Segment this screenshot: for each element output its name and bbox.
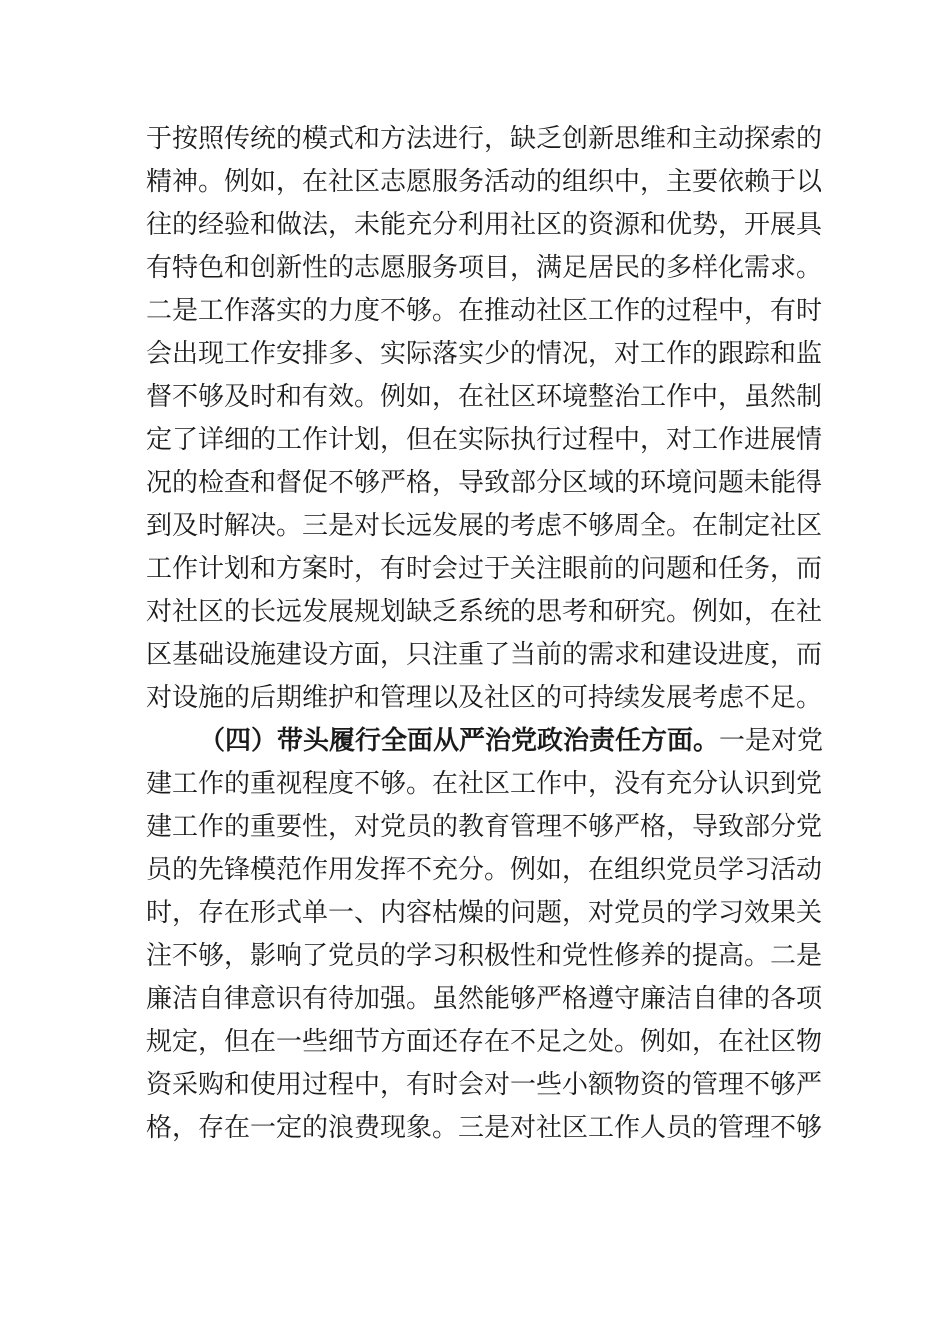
text-line: 对设施的后期维护和管理以及社区的可持续发展考虑不足。 <box>146 683 823 713</box>
text-line: 注不够，影响了党员的学习积极性和党性修养的提高。二是 <box>146 941 823 971</box>
text-line: 到及时解决。三是对长远发展的考虑不够周全。在制定社区 <box>146 511 823 541</box>
text-line: 定了详细的工作计划，但在实际执行过程中，对工作进展情 <box>146 425 823 455</box>
text-line: 会出现工作安排多、实际落实少的情况，对工作的跟踪和监 <box>146 339 823 369</box>
text-line: 往的经验和做法，未能充分利用社区的资源和优势，开展具 <box>146 210 823 240</box>
text-line: 建工作的重视程度不够。在社区工作中，没有充分认识到党 <box>146 769 823 799</box>
text-line: 员的先锋模范作用发挥不充分。例如，在组织党员学习活动 <box>146 855 823 885</box>
text-line: 精神。例如，在社区志愿服务活动的组织中，主要依赖于以 <box>146 167 823 197</box>
body-text <box>146 118 824 1150</box>
section-four-first-line <box>146 720 824 763</box>
text-line: 况的检查和督促不够严格，导致部分区域的环境问题未能得 <box>146 468 823 498</box>
text-line: 有特色和创新性的志愿服务项目，满足居民的多样化需求。 <box>146 253 823 283</box>
text-line: 资采购和使用过程中，有时会对一些小额物资的管理不够严 <box>146 1070 823 1100</box>
section-four-first-line-rest: 一是对党 <box>719 726 824 756</box>
text-line: 二是工作落实的力度不够。在推动社区工作的过程中，有时 <box>146 296 823 326</box>
text-line: 对社区的长远发展规划缺乏系统的思考和研究。例如，在社 <box>146 597 823 627</box>
text-line: 时，存在形式单一、内容枯燥的问题，对党员的学习效果关 <box>146 898 823 928</box>
text-line: 建工作的重要性，对党员的教育管理不够严格，导致部分党 <box>146 812 823 842</box>
section-four-heading: （四）带头履行全面从严治党政治责任方面。 <box>199 726 720 756</box>
text-line: 督不够及时和有效。例如，在社区环境整治工作中，虽然制 <box>146 382 823 412</box>
text-line: 于按照传统的模式和方法进行，缺乏创新思维和主动探索的 <box>146 124 823 154</box>
text-line: 工作计划和方案时，有时会过于关注眼前的问题和任务，而 <box>146 554 823 584</box>
text-line: 格，存在一定的浪费现象。三是对社区工作人员的管理不够 <box>146 1113 823 1143</box>
text-line: 规定，但在一些细节方面还存在不足之处。例如，在社区物 <box>146 1027 823 1057</box>
text-line: 区基础设施建设方面，只注重了当前的需求和建设进度，而 <box>146 640 823 670</box>
text-line: 廉洁自律意识有待加强。虽然能够严格遵守廉洁自律的各项 <box>146 984 823 1014</box>
